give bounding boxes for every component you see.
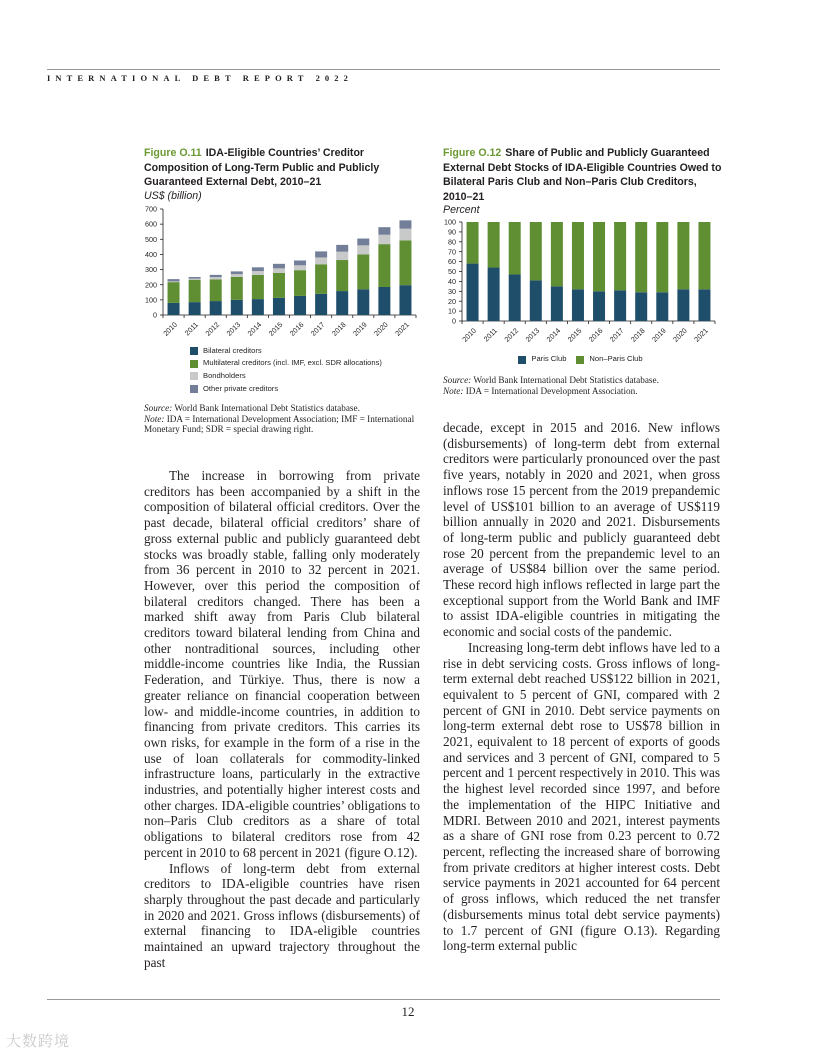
svg-text:10: 10 (448, 307, 456, 317)
svg-text:2017: 2017 (308, 319, 327, 338)
figure-source: Source: World Bank International Debt Statistics database. Note: IDA = International Development Association. (443, 374, 659, 396)
svg-text:600: 600 (145, 219, 157, 229)
svg-text:2018: 2018 (628, 326, 647, 345)
svg-text:300: 300 (145, 264, 157, 274)
svg-text:2019: 2019 (650, 326, 668, 345)
body-column-left (144, 468, 420, 971)
svg-text:2021: 2021 (393, 319, 411, 338)
chart-legend (190, 345, 429, 395)
svg-text:2019: 2019 (351, 319, 369, 338)
svg-text:500: 500 (145, 234, 157, 244)
figure-o12 (443, 146, 728, 396)
paragraph: decade, except in 2015 and 2016. New inflows (disbursements) of long-term debt from external creditors were particularly pronounced over the past five years, notably in 2020 and 2021, when gross inflows rose 15 percent from the 2019 prepandemic level of US$101 billion to an average of US$119 billion annually in 2020 and 2021. Disbursements of long-term public and publicly guaranteed debt rose 20 percent from the prepandemic level to an average of US$84 billion over the same period. These record high inflows reflected in large part the exceptional support from the World Bank and IMF to assist IDA-eligible countries in mitigating the economic and social costs of the pandemic. (443, 420, 720, 640)
legend-item (190, 357, 429, 370)
svg-text:2010: 2010 (460, 326, 478, 345)
legend-item (518, 353, 566, 366)
svg-text:2016: 2016 (287, 319, 306, 338)
legend-swatch-icon (190, 385, 198, 393)
svg-text:2020: 2020 (372, 319, 390, 338)
running-head: INTERNATIONAL DEBT REPORT 2022 (47, 73, 353, 83)
svg-text:0: 0 (153, 310, 157, 320)
paragraph: Increasing long-term debt inflows have led to a rise in debt servicing costs. Gross inflows of long-term external debt reached US$122 billion in 2021, equivalent to 5 percent of GNI, compared with 2 percent of GNI in 2010. Debt service payments on long-term external debt rose to US$78 billion in 2021, equivalent to 18 percent of exports of goods and services and 3 percent of GNI, compared to 5 percent and 1 percent respectively in 2010. This was the highest level recorded since 1997, and before the implementation of the HIPC Initiative and MDRI. Between 2010 and 2021, interest payments as a share of GNI rose from 0.23 percent to 0.72 percent, reflecting the increased share of borrowing from private creditors at higher interest costs. Debt service payments in 2021 accounted for 64 percent of gross inflows, which reduced the net transfer (disbursements minus total debt service payments) to 1.7 percent of GNI (figure O.13). Regarding long-term external public (443, 639, 720, 954)
svg-text:2011: 2011 (182, 319, 201, 338)
svg-text:2015: 2015 (266, 319, 285, 338)
svg-text:2014: 2014 (544, 326, 563, 345)
figure-number: Figure O.11 (144, 147, 202, 159)
legend-swatch-icon (518, 356, 526, 364)
legend-label: Bilateral creditors (203, 345, 262, 355)
svg-text:2012: 2012 (502, 326, 521, 345)
svg-text:2013: 2013 (523, 326, 542, 345)
svg-text:40: 40 (448, 277, 456, 287)
figure-title-text: IDA-Eligible Countries’ Creditor Composition of Long-Term Public and Publicly Guaranteed External Debt, 2010–21 (144, 147, 380, 189)
svg-text:20: 20 (448, 297, 456, 307)
svg-text:2020: 2020 (671, 326, 689, 345)
figure-title-text: Share of Public and Publicly Guaranteed External Debt Stocks of IDA-Eligible Countries Owed to Bilateral Paris Club and Non–Paris Club Creditors, 2010–21 (443, 147, 722, 203)
svg-text:2018: 2018 (329, 319, 348, 338)
figure-title (443, 146, 728, 204)
legend-label: Paris Club (531, 354, 567, 364)
svg-text:2011: 2011 (481, 326, 500, 344)
chart-svg (443, 217, 728, 353)
legend-swatch-icon (190, 360, 198, 368)
svg-text:2017: 2017 (607, 326, 626, 345)
svg-text:100: 100 (145, 295, 157, 305)
footer-rule (47, 999, 720, 1000)
legend-item (576, 353, 642, 366)
legend-swatch-icon (576, 356, 584, 364)
svg-text:0: 0 (452, 316, 456, 326)
svg-text:90: 90 (448, 227, 456, 237)
stacked-percent-bar-chart (443, 217, 728, 353)
svg-text:60: 60 (448, 257, 456, 267)
chart-legend (433, 353, 728, 366)
svg-text:100: 100 (444, 217, 456, 227)
svg-text:50: 50 (448, 267, 456, 277)
watermark-logo: 大数跨境 (6, 1032, 71, 1050)
figure-title (144, 146, 429, 190)
svg-text:400: 400 (145, 249, 157, 259)
svg-text:2015: 2015 (565, 326, 584, 345)
figure-unit: Percent (443, 204, 480, 217)
legend-label: Multilateral creditors (incl. IMF, excl. SDR allocations) (203, 358, 382, 368)
svg-text:2010: 2010 (161, 319, 179, 338)
legend-item (190, 383, 429, 396)
svg-text:2014: 2014 (245, 319, 264, 338)
legend-item (190, 370, 429, 383)
legend-label: Bondholders (203, 370, 246, 380)
page-number: 12 (401, 1004, 415, 1019)
body-column-right (443, 420, 720, 954)
svg-text:30: 30 (448, 287, 456, 297)
svg-text:80: 80 (448, 237, 456, 247)
figure-unit: US$ (billion) (144, 189, 202, 202)
svg-text:2021: 2021 (692, 326, 710, 345)
legend-label: Other private creditors (203, 383, 279, 393)
figure-o11 (144, 146, 429, 435)
figure-source: Source: World Bank International Debt Statistics database. Note: IDA = International Development Association; IMF = International Monetary Fund; SDR = special drawing right. (144, 403, 415, 435)
paragraph: Inflows of long-term debt from external creditors to IDA-eligible countries have risen sharply throughout the past decade and particularly in 2020 and 2021. Gross inflows (disbursements) of external financing to IDA-eligible countries maintained an upward trajectory throughout the past (144, 860, 420, 970)
stacked-bar-chart (144, 203, 429, 343)
svg-text:700: 700 (145, 204, 157, 214)
header-rule (47, 69, 720, 70)
figure-number: Figure O.12 (443, 147, 502, 159)
legend-label: Non–Paris Club (589, 354, 643, 364)
svg-text:70: 70 (448, 247, 456, 257)
svg-text:2012: 2012 (203, 319, 222, 338)
legend-swatch-icon (190, 347, 198, 355)
chart-svg (144, 203, 429, 343)
svg-text:2013: 2013 (224, 319, 243, 338)
legend-swatch-icon (190, 372, 198, 380)
paragraph: The increase in borrowing from private creditors has been accompanied by a shift in the composition of bilateral official creditors. Over the past decade, bilateral official creditors’ share of gross external public and publicly guaranteed debt stocks was broadly stable, falling only moderately from 36 percent in 2010 to 32 percent in 2021. However, over this period the composition of bilateral creditors changed. There has been a marked shift away from Paris Club bilateral creditors toward bilateral lending from China and other nontraditional sources, including other middle-income countries like India, the Russian Federation, and Türkiye. Thus, there is now a greater reliance on financial cooperation between low- and middle-income countries, in addition to financing from private creditors. This carries its own risks, for example in the form of a rise in the use of loan collaterals for commodity-linked infrastructure loans, particularly in the extractive industries, and potentially higher interest costs and other charges. IDA-eligible countries’ obligations to non–Paris Club creditors as a share of total obligations to bilateral creditors rose from 42 percent in 2010 to 68 percent in 2021 (figure O.12). (144, 468, 420, 860)
svg-text:200: 200 (145, 280, 157, 290)
svg-text:2016: 2016 (586, 326, 605, 345)
legend-item (190, 345, 429, 358)
